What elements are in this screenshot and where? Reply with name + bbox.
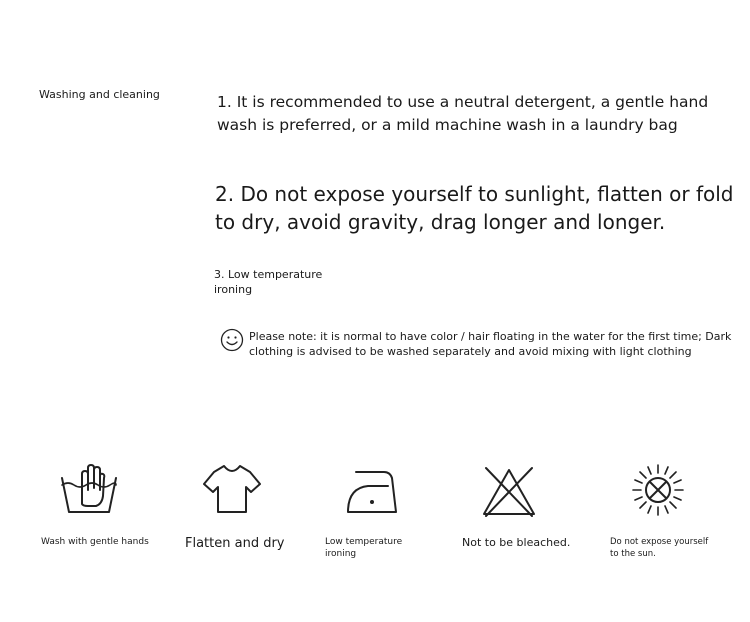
do-not-bleach-icon — [480, 464, 538, 518]
care-label-flat-dry-line-1: Flatten and dry — [185, 536, 285, 551]
smiley-face-icon — [220, 328, 244, 352]
care-label-flat-dry — [185, 536, 285, 552]
instruction-1-line-1: 1. It is recommended to use a neutral detergent, a gentle hand — [217, 93, 709, 111]
instruction-3 — [214, 267, 322, 297]
care-label-hand-wash-line-1: Wash with gentle hands — [41, 537, 149, 547]
instruction-2 — [215, 180, 733, 236]
care-label-no-bleach-line-1: Not to be bleached. — [462, 536, 571, 549]
care-label-iron — [325, 536, 402, 560]
care-label-no-sun-line-2: to the sun. — [610, 549, 656, 559]
instruction-1 — [217, 91, 708, 137]
flat-dry-shirt-icon — [202, 462, 262, 516]
care-label-iron-line-1: Low temperature — [325, 537, 403, 547]
hand-wash-icon — [58, 460, 120, 516]
care-label-no-bleach — [462, 536, 570, 550]
instruction-2-line-1: 2. Do not expose yourself to sunlight, flatten or fold — [215, 182, 734, 206]
instruction-2-line-2: to dry, avoid gravity, drag longer and longer. — [215, 210, 666, 234]
care-label-hand-wash — [41, 536, 149, 548]
instruction-1-line-2: wash is preferred, or a mild machine wash in a laundry bag — [217, 116, 678, 134]
care-label-no-sun — [610, 536, 708, 560]
instruction-3-line-2: ironing — [214, 283, 253, 296]
instruction-3-line-1: 3. Low temperature — [214, 268, 323, 281]
care-label-iron-line-2: ironing — [325, 549, 357, 559]
care-label-no-sun-line-1: Do not expose yourself — [610, 537, 709, 547]
do-not-expose-sun-icon — [630, 462, 686, 518]
note-text — [249, 329, 731, 359]
note-line-1: Please note: it is normal to have color / hair floating in the water for the first time; Dark — [249, 330, 732, 343]
low-temperature-iron-icon — [344, 464, 400, 516]
section-title: Washing and cleaning — [39, 88, 160, 101]
note-line-2: clothing is advised to be washed separately and avoid mixing with light clothing — [249, 345, 692, 358]
